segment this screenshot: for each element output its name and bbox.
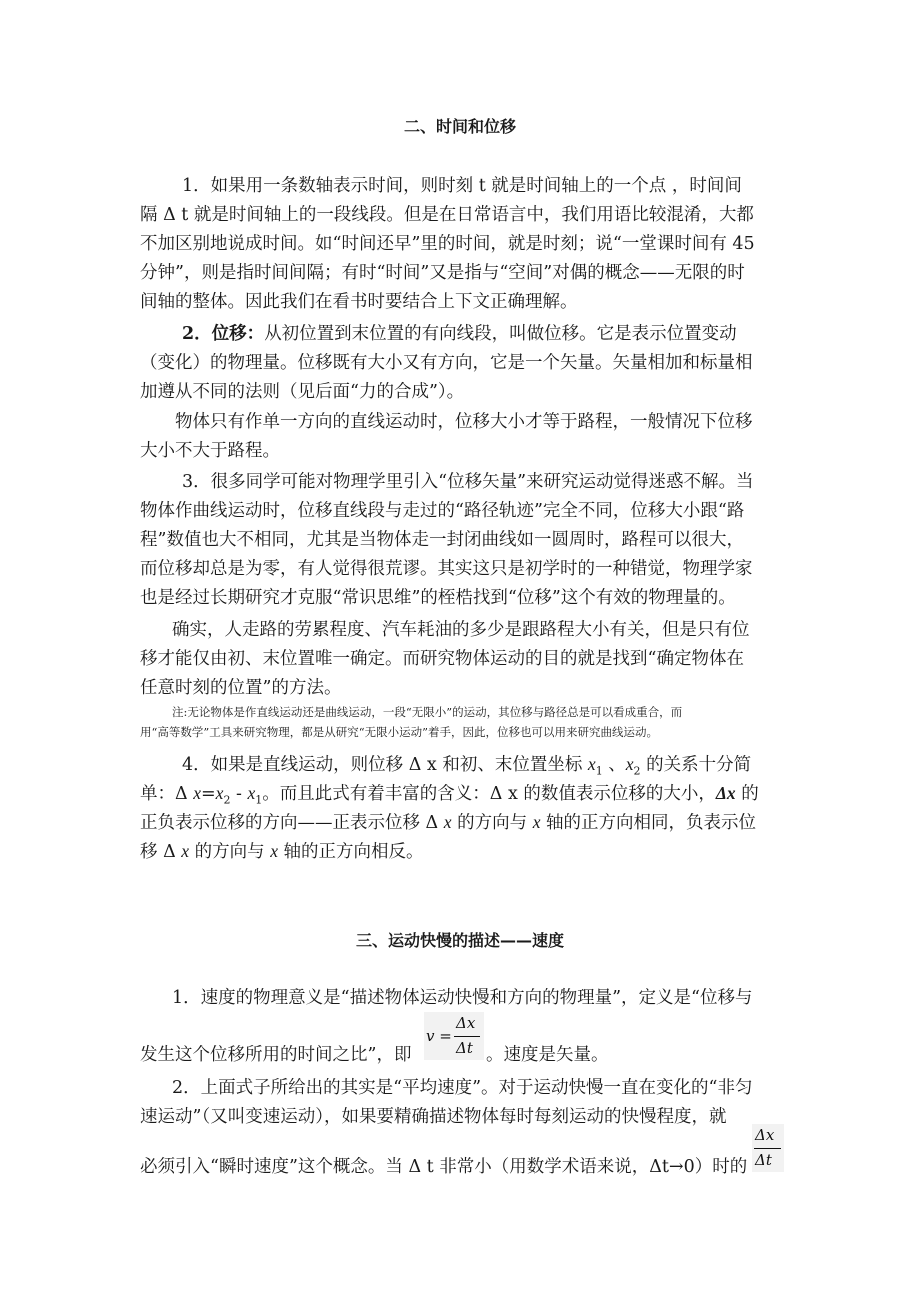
paragraph-line: 物体只有作单一方向的直线运动时，位移大小才等于路程，一般情况下位移	[175, 412, 753, 432]
paragraph-line: 物体作曲线运动时，位移直线段与走过的“路径轨迹”完全不同，位移大小跟“路	[140, 501, 745, 521]
paragraph-line	[182, 322, 737, 346]
paragraph-line: 1．如果用一条数轴表示时间，则时刻 t 就是时间轴上的一个点 ，时间间	[182, 176, 742, 196]
paragraph-line: 间轴的整体。因此我们在看书时要结合上下文正确理解。	[140, 292, 578, 312]
velocity-formula	[424, 1012, 484, 1060]
paragraph-text: 从初位置到末位置的有向线段，叫做位移。它是表示位置变动	[264, 324, 737, 344]
paragraph-line: 任意时刻的位置”的方法。	[140, 678, 342, 698]
paragraph-line: 速运动”（又叫变速运动），如果要精确描述物体每时每刻运动的快慢程度，就	[140, 1107, 727, 1127]
paragraph-line: 3．很多同学可能对物理学里引入“位移矢量”来研究运动觉得迷惑不解。当	[182, 472, 754, 492]
delta-ratio-formula	[752, 1124, 784, 1172]
section-heading-speed: 三、运动快慢的描述——速度	[355, 931, 564, 950]
note-line: 注:无论物体是作直线运动还是曲线运动，一段“无限小”的运动，其位移与路径总是可以看成重合，而	[172, 705, 683, 719]
paragraph-line: 移 Δ x 的方向与 x 轴的正方向相反。	[140, 841, 424, 862]
paragraph-line: 。速度是矢量。	[486, 1045, 609, 1065]
fraction-bar	[454, 1036, 480, 1037]
paragraph-line: 程”数值也大不相同，尤其是当物体走一封闭曲线如一圆周时，路程可以很大，	[140, 530, 744, 550]
paragraph-line: 2．上面式子所给出的其实是“平均速度”。对于运动快慢一直在变化的“非匀	[172, 1078, 753, 1098]
paragraph-line: 发生这个位移所用的时间之比”，即	[140, 1045, 412, 1065]
paragraph-line: 确实，人走路的劳累程度、汽车耗油的多少是跟路程大小有关，但是只有位	[172, 620, 750, 640]
paragraph-line: 1．速度的物理意义是“描述物体运动快慢和方向的物理量”，定义是“位移与	[172, 988, 753, 1008]
section-heading-time-displacement: 二、时间和位移	[403, 117, 516, 136]
formula-denominator: Δt	[755, 1151, 772, 1169]
paragraph-line: 移才能仅由初、末位置唯一确定。而研究物体运动的目的就是找到“确定物体在	[140, 649, 744, 669]
paragraph-line: 分钟”，则是指时间间隔；有时“时间”又是指与“空间”对偶的概念——无限的时	[140, 263, 745, 283]
paragraph-line: （变化）的物理量。位移既有大小又有方向，它是一个矢量。矢量相加和标量相	[140, 353, 753, 373]
paragraph-line: 4．如果是直线运动，则位移 Δ x 和初、末位置坐标 $x_1$ 、$x_2$ 的关系十分简	[182, 754, 752, 778]
item-lead-displacement: 2．位移：	[182, 324, 265, 344]
paragraph-line: 加遵从不同的法则（见后面“力的合成”）。	[140, 382, 465, 402]
paragraph-line: 不加区别地说成时间。如“时间还早”里的时间，就是时刻；说“一堂课时间有 45	[140, 234, 755, 254]
paragraph-line: 隔 Δ t 就是时间轴上的一段线段。但是在日常语言中，我们用语比较混淆，大都	[140, 205, 754, 225]
paragraph-line: 而位移却总是为零，有人觉得很荒谬。其实这只是初学时的一种错觉，物理学家	[140, 559, 753, 579]
paragraph-line: 单：Δ $x=x_2 - x_1$。而且此式有着丰富的含义：Δ x 的数值表示位移的大小，Δx 的	[140, 783, 759, 807]
formula-numerator: Δx	[755, 1126, 775, 1144]
formula-lhs: v =	[426, 1027, 452, 1045]
paragraph-line: 必须引入“瞬时速度”这个概念。当 Δ t 非常小（用数学术语来说，Δt→0）时的	[140, 1157, 748, 1177]
paragraph-line: 正负表示位移的方向——正表示位移 Δ x 的方向与 x 轴的正方向相同，负表示位	[140, 812, 757, 833]
formula-numerator: Δx	[456, 1014, 476, 1032]
note-line: 用“高等数学”工具来研究物理，都是从研究“无限小运动”着手，因此，位移也可以用来研究曲线运动。	[140, 725, 659, 739]
paragraph-line: 也是经过长期研究才克服“常识思维”的桎梏找到“位移”这个有效的物理量的。	[140, 588, 736, 608]
fraction-bar	[754, 1148, 781, 1149]
formula-denominator: Δt	[456, 1039, 473, 1057]
paragraph-line: 大小不大于路程。	[140, 441, 280, 461]
